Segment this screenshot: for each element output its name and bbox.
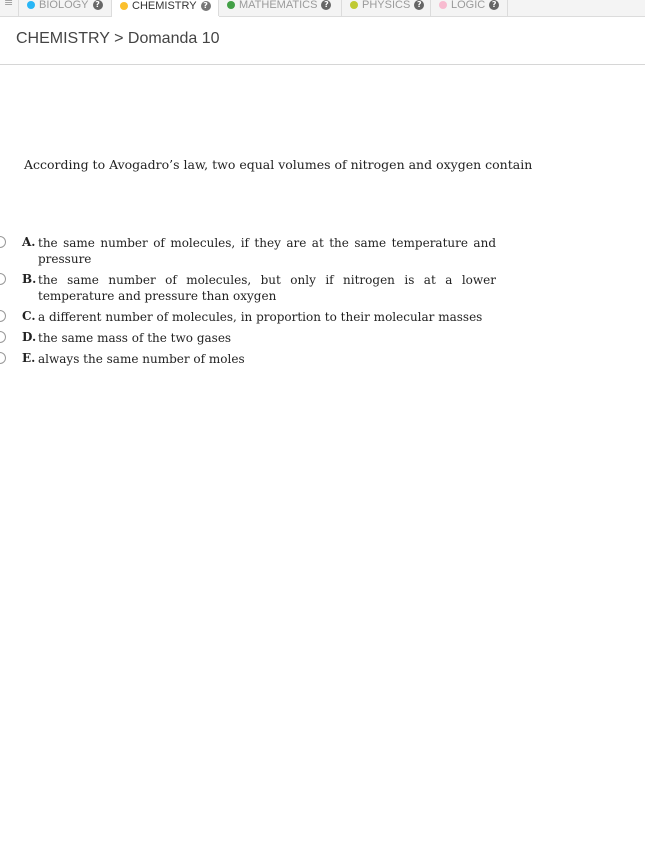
radio-button[interactable] bbox=[0, 236, 6, 248]
help-icon[interactable]: ? bbox=[414, 0, 424, 10]
tab-logic[interactable] bbox=[430, 0, 508, 16]
physics-color-dot bbox=[350, 1, 358, 9]
question-text: According to Avogadro’s law, two equal volumes of nitrogen and oxygen contain bbox=[24, 157, 533, 172]
header-divider bbox=[0, 64, 645, 65]
answer-list bbox=[0, 235, 520, 372]
tab-label: PHYSICS bbox=[362, 0, 411, 11]
tab-label: MATHEMATICS bbox=[239, 0, 318, 11]
help-icon[interactable]: ? bbox=[93, 0, 103, 10]
radio-button[interactable] bbox=[0, 273, 6, 285]
tab-mathematics[interactable] bbox=[218, 0, 339, 16]
answer-letter: C. bbox=[22, 309, 36, 323]
answer-letter: B. bbox=[22, 272, 37, 286]
answer-option-d[interactable] bbox=[0, 330, 520, 346]
tab-chemistry[interactable] bbox=[111, 0, 219, 17]
chemistry-color-dot bbox=[120, 2, 128, 10]
answer-text: the same number of molecules, if they are at the same temperature and pressure bbox=[38, 236, 496, 266]
subject-tab-bar bbox=[0, 0, 645, 17]
answer-text: always the same number of moles bbox=[38, 352, 245, 366]
tab-biology[interactable] bbox=[18, 0, 111, 16]
help-icon[interactable]: ? bbox=[201, 1, 211, 11]
answer-letter: A. bbox=[22, 235, 36, 249]
help-icon[interactable]: ? bbox=[489, 0, 499, 10]
biology-color-dot bbox=[27, 1, 35, 9]
tab-label: BIOLOGY bbox=[39, 0, 89, 11]
answer-option-e[interactable] bbox=[0, 351, 520, 367]
breadcrumb: CHEMISTRY > Domanda 10 bbox=[16, 30, 220, 47]
mathematics-color-dot bbox=[227, 1, 235, 9]
tab-physics[interactable] bbox=[341, 0, 432, 16]
radio-button[interactable] bbox=[0, 331, 6, 343]
answer-letter: E. bbox=[22, 351, 36, 365]
answer-text: the same mass of the two gases bbox=[38, 331, 232, 345]
answer-letter: D. bbox=[22, 330, 37, 344]
logic-color-dot bbox=[439, 1, 447, 9]
answer-text: a different number of molecules, in proportion to their molecular masses bbox=[38, 310, 483, 324]
menu-icon[interactable]: ≡ bbox=[4, 0, 14, 9]
answer-option-c[interactable] bbox=[0, 309, 520, 325]
tab-label: LOGIC bbox=[451, 0, 486, 11]
answer-option-b[interactable] bbox=[0, 272, 520, 304]
answer-text: the same number of molecules, but only if nitrogen is at a lower temperature and pressure than oxygen bbox=[38, 273, 496, 303]
radio-button[interactable] bbox=[0, 352, 6, 364]
answer-option-a[interactable] bbox=[0, 235, 520, 267]
help-icon[interactable]: ? bbox=[321, 0, 331, 10]
radio-button[interactable] bbox=[0, 310, 6, 322]
tab-label: CHEMISTRY bbox=[132, 0, 197, 12]
